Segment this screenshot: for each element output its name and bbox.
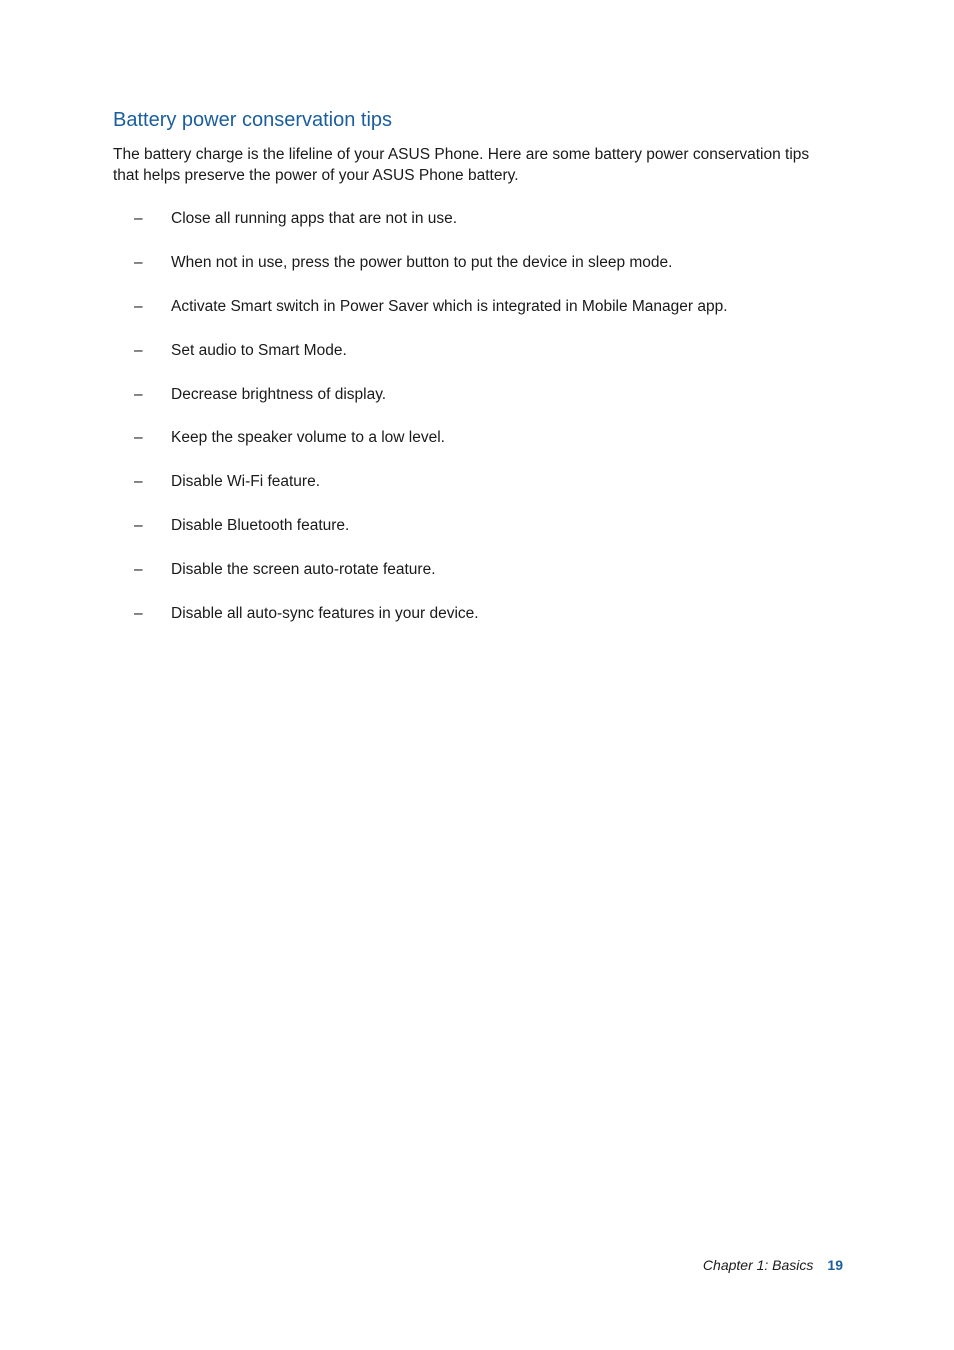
list-item: [113, 515, 833, 559]
list-bullet: –: [134, 297, 143, 315]
page-number: 19: [827, 1257, 843, 1273]
list-bullet: –: [134, 341, 143, 359]
list-item: [113, 296, 833, 340]
list-bullet: –: [134, 605, 143, 623]
list-item-text: Close all running apps that are not in use.: [171, 210, 458, 227]
list-item: [113, 471, 833, 515]
footer-chapter-label: Chapter 1: Basics: [702, 1257, 814, 1273]
list-item: [113, 340, 833, 384]
list-bullet: –: [134, 253, 143, 271]
list-item-text: Activate Smart switch in Power Saver which is integrated in Mobile Manager app.: [171, 297, 728, 315]
list-item-text: Disable the screen auto-rotate feature.: [171, 561, 436, 579]
list-item: [113, 603, 833, 647]
list-bullet: –: [134, 473, 143, 491]
list-item: [113, 427, 833, 471]
page-footer: [703, 1257, 843, 1273]
list-bullet: –: [134, 517, 143, 535]
list-bullet: –: [134, 561, 143, 579]
list-item-text: Set audio to Smart Mode.: [171, 341, 347, 359]
list-item: [113, 559, 833, 603]
list-bullet: –: [134, 385, 143, 403]
list-item: [113, 384, 833, 428]
list-item-text: Disable Wi-Fi feature.: [171, 473, 321, 491]
list-item-text: When not in use, press the power button to put the device in sleep mode.: [171, 253, 673, 271]
list-item-text: Keep the speaker volume to a low level.: [171, 429, 445, 447]
section-title: Battery power conservation tips: [113, 109, 393, 131]
tips-list: [113, 208, 833, 647]
list-bullet: –: [134, 429, 143, 447]
list-item-text: Disable Bluetooth feature.: [171, 517, 350, 535]
list-item-text: Disable all auto-sync features in your device.: [171, 605, 479, 623]
list-item: [113, 252, 833, 296]
list-item: [113, 208, 833, 252]
intro-paragraph: The battery charge is the lifeline of your ASUS Phone. Here are some battery power conservation tips that helps preserve the power of your ASUS Phone battery.: [113, 146, 810, 184]
list-bullet: –: [134, 210, 143, 227]
list-item-text: Decrease brightness of display.: [171, 385, 387, 403]
